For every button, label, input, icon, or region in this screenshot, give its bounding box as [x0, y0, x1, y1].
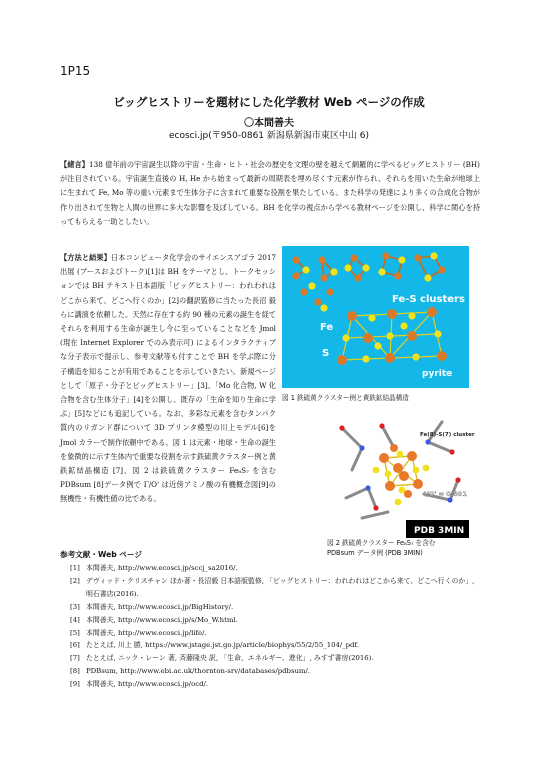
presentation-code: 1P15 [60, 64, 91, 78]
figure-2-illustration [332, 408, 475, 538]
references-heading: 参考文献・Web ページ [60, 550, 142, 559]
methods-body: 日本コンピュータ化学会のサイエンスアゴラ 2017 出展 (ブースおよびトーク)[1]は BH をテーマとし、トークセッションでは BH テキスト日本語版「ビッグヒストリー：われわれはどこから来て、どこへ行くのか」[2]の翻訳監修に当たった長沼 毅らに講演を依頼した。天然に存在する約 90 種の元素の誕生を経てそれらを利用する生命が誕生し今に至っていることなどを Jmol (現在 Internet Explorer でのみ表示可) によるインタラクティブな分子表示で提示し、参考文献等も付すことで BH を学ぶ際に分子構造を知ることが有用であることを示していきたい。新規ページとして「原子・分子とビッグヒストリー」[3]、「Mo 化合物, W 化合物を含む生体分子」[4]を公開し、既存の「生命を知り生命に学ぶ」[5]などにも追記している。なお、多彩な元素を含むタンパク質内のリガンド群について 3D プリンタ模型の川上モデル[6]を Jmol カラーで制作依頼中である。図 1 は元素・地球・生命の誕生を象徴的に示す生体内で重要な役割を示す鉄硫黄クラスター例と黄鉄鉱結晶構造 [7]、図 2 は鉄硫黄クラスター Fe₈S₇ を含む PDBsum [8]データ例で Γ/O' は近傍アミノ酸の有機概念図[9]の無機性・有機性値の比である。 [60, 253, 276, 504]
reference-item: [2] デヴィッド・クリスチャン ほか著・長沼毅 日本語版監修, 「ビッグヒストリー：われわれはどこから来て、どこへ行くのか」, 明石書店(2016). [70, 576, 475, 598]
reference-item: [7] たとえば, ニック・レーン 著, 斉藤隆央 訳, 「生命、エネルギー、進化」, みすず書房(2016). [70, 654, 374, 663]
s-label: S [322, 348, 330, 359]
figure-2-caption-line-2: PDBsum データ例 (PDB 3MIN) [327, 549, 423, 557]
reference-item: [8] PDBsum, http://www.ebi.ac.uk/thornton-srv/databases/pdbsum/. [70, 667, 310, 676]
methods-heading: 【方法と結果】 [60, 253, 111, 262]
reference-item: [1] 本間善夫, http://www.ecosci.jp/sccj_sa2016/. [70, 564, 238, 572]
introduction-body: 138 億年前の宇宙誕生以降の宇宙・生命・ヒト・社会の歴史を文理の壁を越えて網羅的に学べるビッグヒストリー (BH) が注目されている。宇宙誕生直後の H, He から始まって最新の周期表を埋め尽くす元素が作られ、それらを用いた生命が地球上に生まれて Fe, Mo 等の重い元素まで生体分子に含まれて重要な役割を果たしている。また科学の発達により多くの合成化合物が作り出されて生物と人間の世界に多大な影響を及ぼしている。BH を化学の視点から学べる教材ページを公開し、科学に関心を持ってもらえる一助としたい。 [60, 160, 480, 226]
figure-2 [332, 408, 475, 538]
figure-1-illustration [282, 246, 469, 388]
introduction-heading: 【緒言】 [60, 160, 90, 169]
figure-2-caption [327, 538, 487, 558]
pyrite-label: pyrite [422, 369, 453, 379]
reference-item: [5] 本間善夫, http://www.ecosci.jp/life/. [70, 628, 207, 637]
cluster-label: Fe(8)-S(7) cluster [420, 432, 475, 438]
methods-section [60, 251, 276, 507]
paper-title: ビッグヒストリーを題材にした化学教材 Web ページの作成 [113, 95, 425, 109]
references-list [70, 562, 480, 691]
reference-item: [9] 本間善夫, http://www.ecosci.jp/ocd/. [70, 680, 209, 689]
reference-item: [3] 本間善夫, http://www.ecosci.jp/BigHistory/. [70, 602, 234, 611]
introduction-section [60, 158, 480, 229]
reference-item: [6] たとえば, 川上 勝, https://www.jstage.jst.go.jp/article/biophys/55/2/55_104/_pdf. [70, 641, 359, 650]
pdb-label: PDB 3MIN [414, 526, 465, 536]
fe-s-clusters-label: Fe-S clusters [392, 294, 465, 305]
fe-label: Fe [320, 322, 334, 333]
figure-1-caption: 図 1 鉄硫黄クラスター例と黄鉄鉱結晶構造 [282, 394, 409, 402]
figure-1 [282, 246, 469, 388]
reference-item: [4] 本間善夫, http://www.ecosci.jp/s/Mo_W.html. [70, 615, 238, 624]
figure-2-caption-line-1: 図 2 鉄硫黄クラスター Fe₈S₇ を含む [327, 539, 436, 547]
affiliation: ecosci.jp(〒950-0861 新潟県新潟市東区中山 6) [168, 131, 369, 141]
author: 〇本間善夫 [244, 118, 294, 129]
io-ratio-label: I/O' = 0.801 [424, 490, 467, 498]
